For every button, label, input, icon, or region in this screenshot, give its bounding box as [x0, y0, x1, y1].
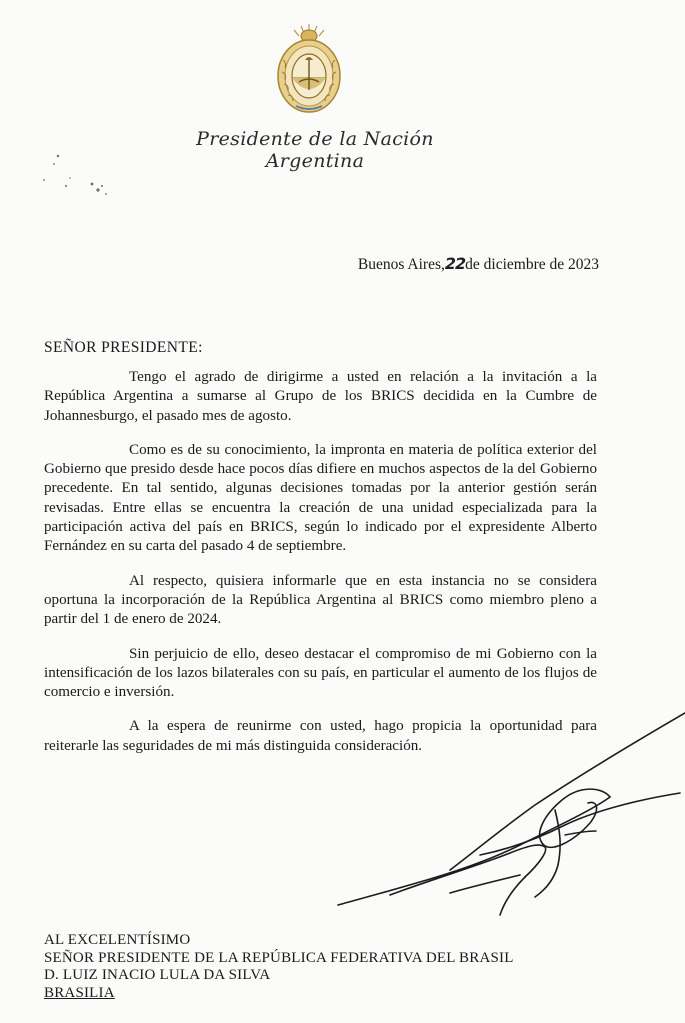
coat-of-arms-icon — [274, 20, 344, 116]
signature-icon — [330, 705, 685, 935]
dateline-rest: de diciembre de 2023 — [465, 256, 599, 273]
dateline — [358, 254, 599, 274]
paragraph: A la espera de reunirme con usted, hago propicia la oportunidad para reiterarle las seguridades de mi más distinguida consideración. — [44, 718, 597, 754]
addressee-city: BRASILIA — [44, 984, 115, 1001]
addressee-line: AL EXCELENTÍSIMO — [44, 932, 191, 948]
dateline-day-handwritten: 22 — [444, 254, 466, 273]
paragraph: Sin perjuicio de ello, deseo destacar el compromiso de mi Gobierno con la intensificación de los lazos bilaterales con su país, en particular el aumento de los flujos de comercio e inversión. — [44, 645, 597, 701]
dateline-place: Buenos Aires, — [357, 256, 445, 273]
addressee-line: SEÑOR PRESIDENTE DE LA REPÚBLICA FEDERATIVA DEL BRASIL — [44, 949, 514, 966]
letterhead-title: Presidente de la Nación Argentina — [196, 128, 434, 172]
salutation: SEÑOR PRESIDENTE: — [44, 339, 203, 356]
paragraph: Tengo el agrado de dirigirme a usted en relación a la invitación a la República Argentina a sumarse al Grupo de los BRICS decidida en la Cumbre de Johannesburgo, el pasado mes de agosto. — [44, 369, 597, 424]
addressee-line: D. LUIZ INACIO LULA DA SILVA — [44, 967, 271, 984]
paragraph: Al respecto, quisiera informarle que en esta instancia no se considera oportuna la incorporación de la República Argentina al BRICS como miembro pleno a partir del 1 de enero de 2024. — [44, 572, 597, 628]
paragraph: Como es de su conocimiento, la impronta en materia de política exterior del Gobierno que presido desde hace pocos días difiere en muchos aspectos de la del Gobierno precedente. En tal sentido, algunas decisiones tomadas por la anterior gestión serán revisadas. Entre ellas se encuentra la creación de una unidad especializada para la participación activa del país en BRICS, según lo indicado por el expresidente Alberto Fernández en su carta del pasado 4 de septiembre. — [44, 441, 597, 555]
letter-body — [44, 368, 597, 756]
addressee-block — [44, 932, 514, 1002]
scan-artifact-specks — [40, 150, 120, 200]
